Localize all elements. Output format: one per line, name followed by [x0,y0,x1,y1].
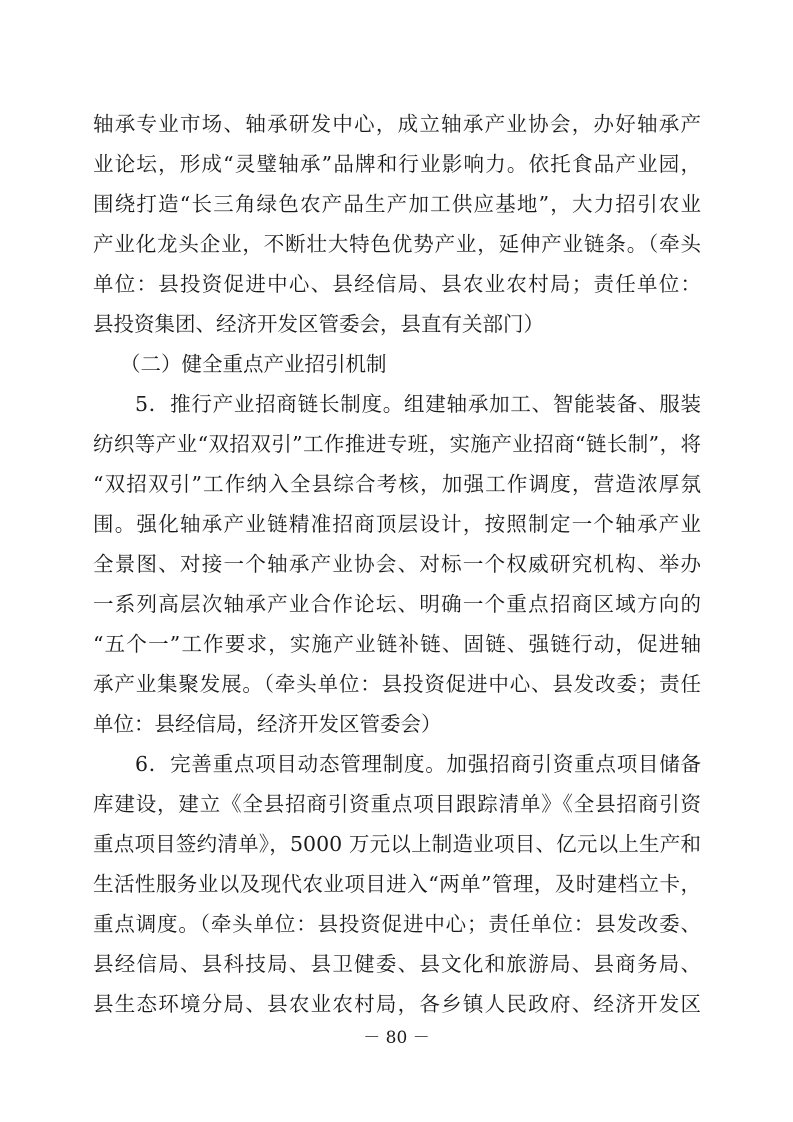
page-number: － 80 － [363,1028,430,1048]
text-line: “双招双引”工作纳入全县综合考核，加强工作调度，营造浓厚氛 [93,472,701,496]
text-line: 业论坛，形成“灵璧轴承”品牌和行业影响力。依托食品产业园， [93,152,701,176]
text-line: 重点调度。（牵头单位：县投资促进中心；责任单位：县发改委、 [93,912,701,936]
section-heading: （二）健全重点产业招引机制 [120,352,387,376]
text-line: 轴承专业市场、轴承研发中心，成立轴承产业协会，办好轴承产 [93,112,701,136]
text-line: 县生态环境分局、县农业农村局，各乡镇人民政府、经济开发区 [93,992,701,1016]
text-line: 单位：县经信局，经济开发区管委会） [93,712,442,736]
text-line: 围绕打造“长三角绿色农产品生产加工供应基地”，大力招引农业 [93,192,701,216]
text-line: 一系列高层次轴承产业合作论坛、明确一个重点招商区域方向的 [93,592,701,616]
text-line: 重点项目签约清单》，5000 万元以上制造业项目、亿元以上生产和 [93,832,701,856]
text-line: “五个一”工作要求，实施产业链补链、固链、强链行动，促进轴 [93,632,701,656]
text-line: 产业化龙头企业，不断壮大特色优势产业，延伸产业链条。（牵头 [93,232,701,256]
paragraph-start-line: 6．完善重点项目动态管理制度。加强招商引资重点项目储备 [135,752,701,776]
text-line: 县投资集团、经济开发区管委会，县直有关部门） [93,312,544,336]
text-line: 全景图、对接一个轴承产业协会、对标一个权威研究机构、举办 [93,552,701,576]
text-line: 生活性服务业以及现代农业项目进入“两单”管理，及时建档立卡， [93,872,701,896]
paragraph-start-line: 5．推行产业招商链长制度。组建轴承加工、智能装备、服装 [135,392,701,416]
text-line: 县经信局、县科技局、县卫健委、县文化和旅游局、县商务局、 [93,952,701,976]
text-line: 库建设，建立《全县招商引资重点项目跟踪清单》《全县招商引资 [93,792,701,816]
text-line: 纺织等产业“双招双引”工作推进专班，实施产业招商“链长制”，将 [93,432,701,456]
text-line: 围。强化轴承产业链精准招商顶层设计，按照制定一个轴承产业 [93,512,701,536]
text-line: 单位：县投资促进中心、县经信局、县农业农村局；责任单位： [93,272,701,296]
text-line: 承产业集聚发展。（牵头单位：县投资促进中心、县发改委；责任 [93,672,701,696]
